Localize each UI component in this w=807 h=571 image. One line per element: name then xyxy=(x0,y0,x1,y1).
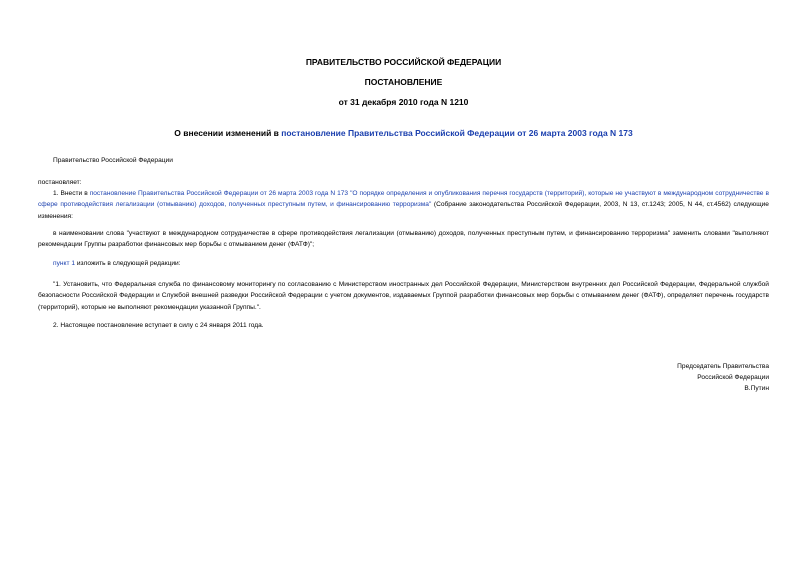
point-1-paragraph xyxy=(38,258,769,269)
point-1-tail: изложить в следующей редакции: xyxy=(75,260,181,267)
signature-position: Председатель Правительства xyxy=(677,363,769,370)
document-type-heading: ПОСТАНОВЛЕНИЕ xyxy=(364,77,443,87)
point-1-link[interactable]: пункт 1 xyxy=(53,260,75,267)
item-1-paragraph xyxy=(38,188,769,222)
change-name-paragraph: в наименовании слова "участвуют в международном сотрудничестве в сфере противодействия легализации (отмыванию) доходов, полученных преступным путем, и финансированию терроризма" заменить словами "выполняют рекомендации Группы разработки финансовых мер борьбы с отмыванием денег (ФАТФ)"; xyxy=(38,230,769,249)
government-heading: ПРАВИТЕЛЬСТВО РОССИЙСКОЙ ФЕДЕРАЦИИ xyxy=(305,57,502,67)
decrees-text: постановляет: xyxy=(38,179,82,186)
item-1-link[interactable]: постановление Правительства Российской Федерации от 26 марта 2003 года N 173 "О порядке определения и опубликования перечня государств (территорий), которые не участвуют в международном сотрудничестве в сфере противодействия легализации (отмыванию) доходов, полученных преступным путем, и финансированию терроризма" xyxy=(38,190,769,209)
document-subject xyxy=(0,128,807,139)
new-text-paragraph: "1. Установить, что Федеральная служба по финансовому мониторингу по согласованию с Министерством иностранных дел Российской Федерации, Министерством внутренних дел Российской Федерации, Федеральной службой безопасности Российской Федерации и Службой внешней разведки Российской Федерации с учетом документов, издаваемых Группой разработки финансовых мер борьбы с отмыванием денег (ФАТФ), определяет перечень государств (территорий), которые не выполняют рекомендации указанной Группы.". xyxy=(38,281,769,311)
item-1-tail: (Собрание законодательства Российской Федерации, 2003, N 13, ст.1243; 2005, N 44, ст.4562) следующие изменения: xyxy=(38,201,769,220)
signature-name: В.Путин xyxy=(744,385,769,392)
subject-link[interactable]: постановление Правительства Российской Федерации от 26 марта 2003 года N 173 xyxy=(281,128,633,138)
subject-prefix: О внесении изменений в xyxy=(174,128,282,138)
item-2-paragraph: 2. Настоящее постановление вступает в силу с 24 января 2011 года. xyxy=(53,322,264,329)
item-1-lead: 1. Внести в xyxy=(53,190,90,197)
signature-country: Российской Федерации xyxy=(697,374,769,381)
issuer-text: Правительство Российской Федерации xyxy=(53,157,173,164)
date-number-heading: от 31 декабря 2010 года N 1210 xyxy=(338,97,469,107)
